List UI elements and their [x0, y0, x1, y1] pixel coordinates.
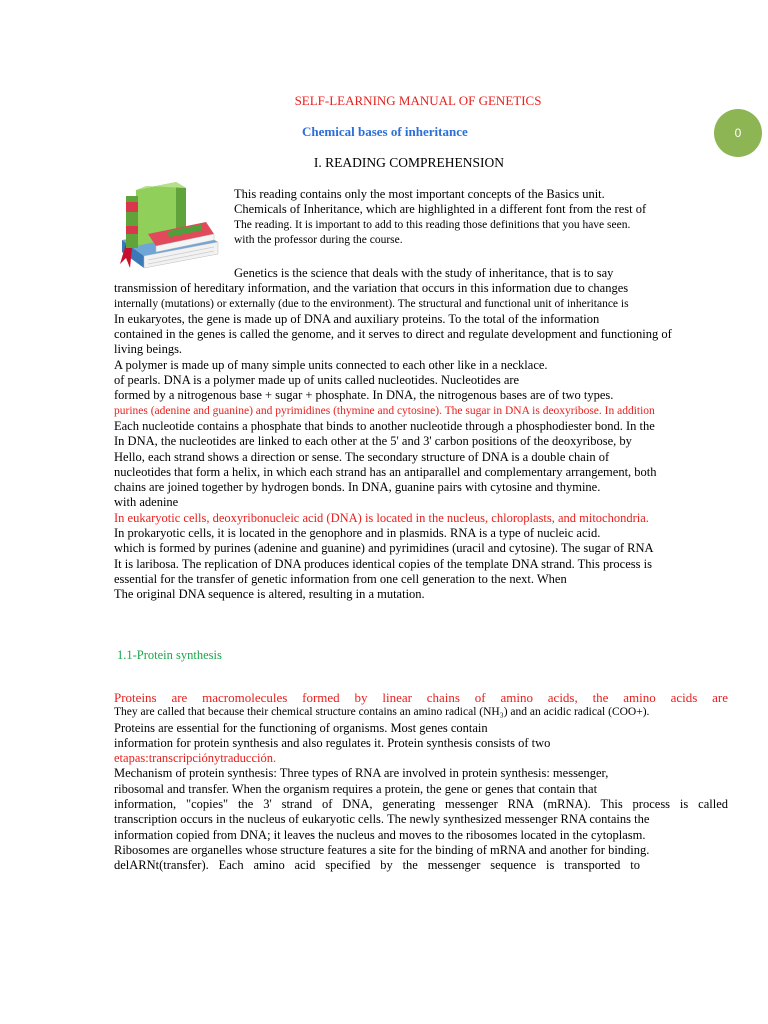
page-number-badge: 0: [714, 109, 762, 157]
body-line: internally (mutations) or externally (due to the environment). The structural and functional unit of inheritance is: [114, 297, 629, 310]
body-line: living beings.: [114, 342, 183, 357]
document-title: SELF-LEARNING MANUAL OF GENETICS: [294, 93, 542, 108]
body-line: In eukaryotes, the gene is made up of DNA and auxiliary proteins. To the total of the information: [114, 311, 600, 326]
body-text: [114, 266, 728, 603]
body-line: It is laribosa. The replication of DNA produces identical copies of the template DNA strand. This process is: [114, 556, 652, 571]
body-line: contained in the genes is called the genome, and it serves to direct and regulate development and functioning of: [114, 327, 672, 342]
protein-line: Mechanism of protein synthesis: Three types of RNA are involved in protein synthesis: messenger,: [114, 766, 609, 781]
body-line: which is formed by purines (adenine and guanine) and pyrimidines (uracil and cytosine). The sugar of RNA: [114, 541, 654, 556]
intro-line: Chemicals of Inheritance, which are highlighted in a different font from the rest of: [234, 202, 647, 217]
intro-line: The reading. It is important to add to this reading those definitions that you have seen.: [234, 218, 631, 231]
protein-line: information for protein synthesis and also regulates it. Protein synthesis consists of two: [114, 735, 551, 750]
protein-synthesis-heading: 1.1-Protein synthesis: [117, 648, 222, 662]
body-line: Each nucleotide contains a phosphate that binds to another nucleotide through a phosphodiester bond. In the: [114, 418, 655, 433]
body-line: Genetics is the science that deals with the study of inheritance, that is to say: [234, 266, 614, 280]
section-heading: I. READING COMPREHENSION: [313, 155, 505, 170]
book-stack-icon: [114, 178, 224, 273]
body-line: In prokaryotic cells, it is located in the genophore and in plasmids. RNA is a type of nucleic acid.: [114, 526, 601, 541]
protein-line: ribosomal and transfer. When the organism requires a protein, the gene or genes that contain that: [114, 781, 598, 796]
intro-line: with the professor during the course.: [234, 233, 403, 246]
protein-line: Proteins are essential for the functioning of organisms. Most genes contain: [114, 720, 488, 735]
body-line: A polymer is made up of many simple units connected to each other like in a necklace.: [114, 357, 548, 372]
body-line: nucleotides that form a helix, in which each strand has an antiparallel and complementary arrangement, both: [114, 464, 657, 479]
protein-line: Ribosomes are organelles whose structure features a site for the binding of mRNA and another for binding.: [114, 842, 650, 857]
body-line: The original DNA sequence is altered, resulting in a mutation.: [114, 587, 425, 602]
body-line-highlight: In eukaryotic cells, deoxyribonucleic acid (DNA) is located in the nucleus, chloroplasts, and mitochondria.: [114, 510, 649, 525]
body-line: formed by a nitrogenous base + sugar + phosphate. In DNA, the nitrogenous bases are of two types.: [114, 388, 614, 403]
body-line: chains are joined together by hydrogen bonds. In DNA, guanine pairs with cytosine and thymine.: [114, 480, 601, 495]
body-line-highlight: purines (adenine and guanine) and pyrimidines (thymine and cytosine). The sugar in DNA is deoxyribose. In addition: [114, 404, 655, 417]
protein-line: They are called that because their chemical structure contains an amino radical (NH₃) and an acidic radical (COO+).: [114, 706, 650, 719]
intro-paragraph: [234, 187, 728, 248]
protein-text: [114, 690, 728, 874]
protein-line-highlight: Proteins are macromolecules formed by linear chains of amino acids, the amino acids are: [114, 690, 728, 705]
body-line: essential for the transfer of genetic information from one cell generation to the next. When: [114, 571, 567, 586]
protein-line: delARNt(transfer). Each amino acid specified by the messenger sequence is transported to: [114, 858, 640, 873]
body-line: of pearls. DNA is a polymer made up of units called nucleotides. Nucleotides are: [114, 373, 520, 388]
intro-line: This reading contains only the most important concepts of the Basics unit.: [234, 187, 605, 201]
body-line: In DNA, the nucleotides are linked to each other at the 5' and 3' carbon positions of the deoxyribose, by: [114, 434, 632, 449]
document-subtitle: Chemical bases of inheritance: [302, 124, 468, 139]
protein-line: information, "copies" the 3' strand of DNA, generating messenger RNA (mRNA). This process is called: [114, 797, 728, 812]
body-line: Hello, each strand shows a direction or sense. The secondary structure of DNA is a double chain of: [114, 449, 610, 464]
protein-line: information copied from DNA; it leaves the nucleus and moves to the ribosomes located in the cytoplasm.: [114, 827, 646, 842]
protein-line-highlight: etapas:transcripciónytraducción.: [114, 751, 277, 766]
body-line: transmission of hereditary information, and the variation that occurs in this information due to changes: [114, 281, 629, 296]
protein-line: transcription occurs in the nucleus of eukaryotic cells. The newly synthesized messenger RNA contains the: [114, 812, 650, 827]
body-line: with adenine: [114, 495, 179, 510]
